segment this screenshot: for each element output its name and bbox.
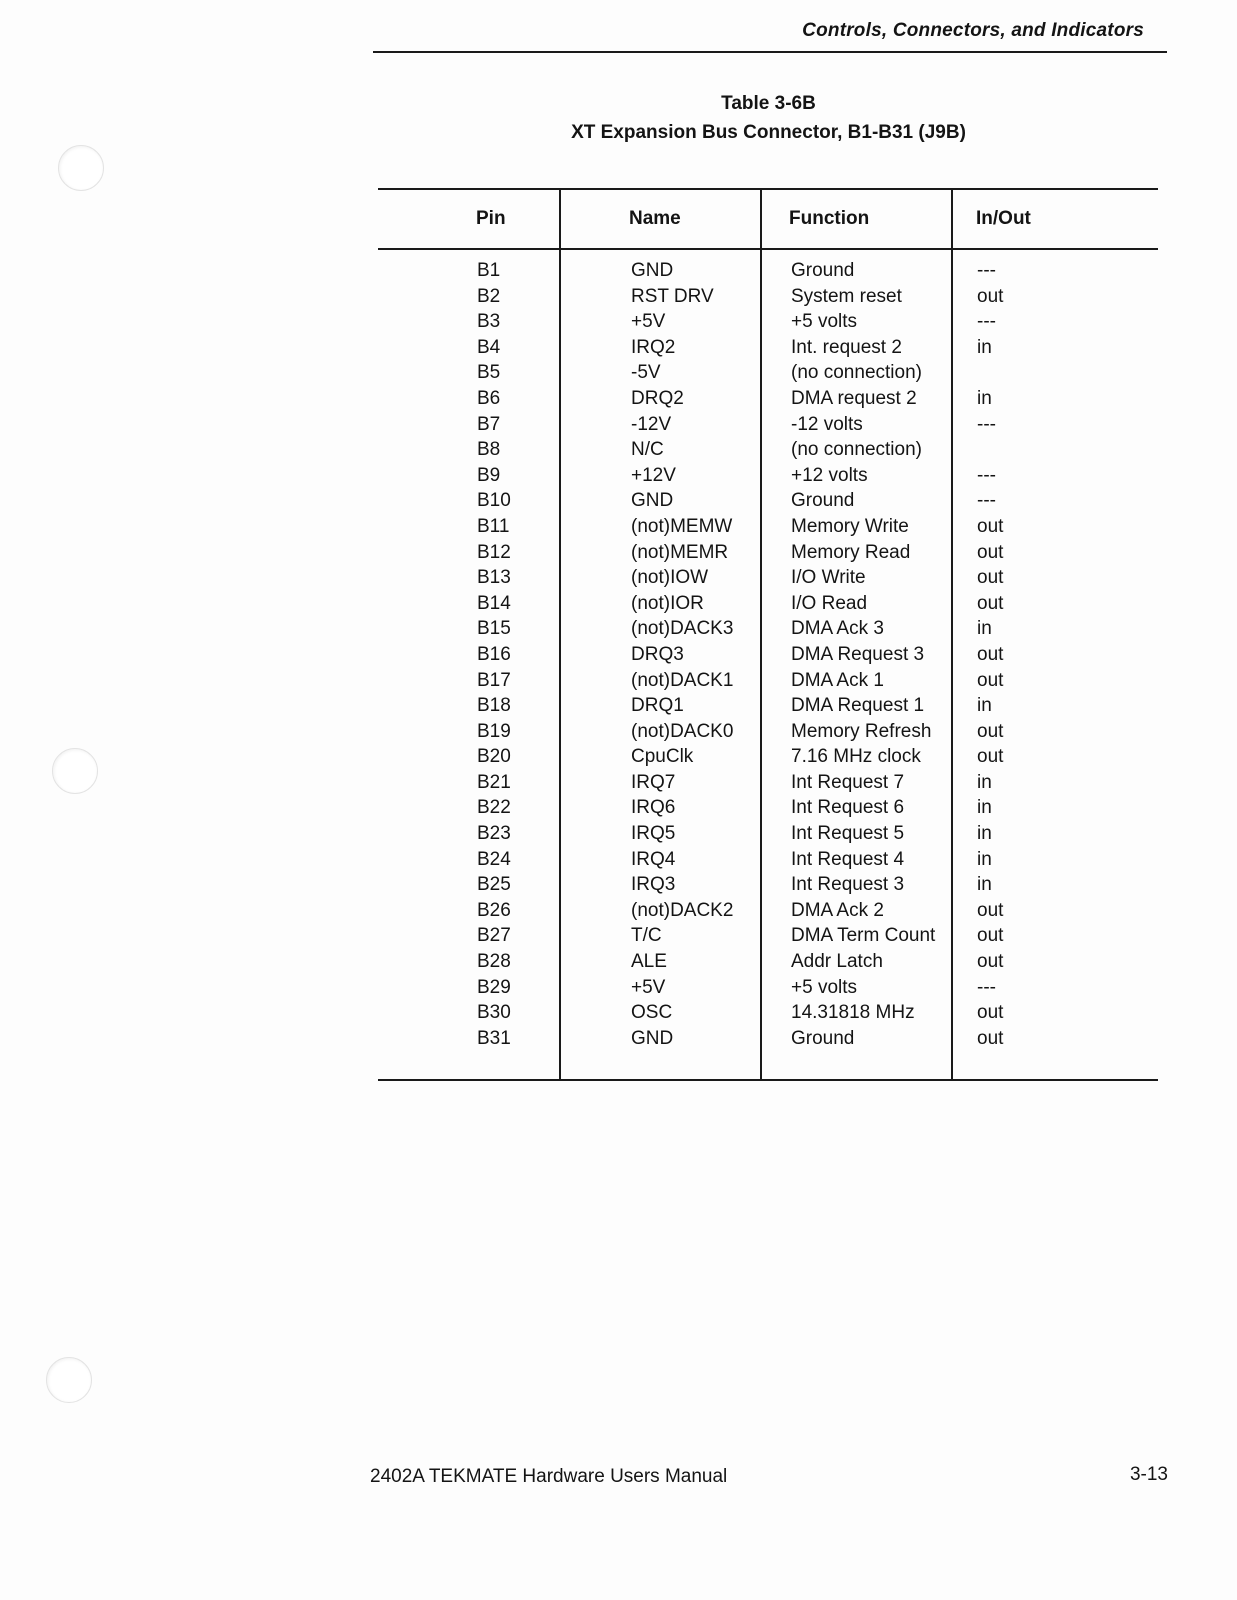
function-cell: Memory Refresh bbox=[791, 720, 932, 742]
in-out-cell: in bbox=[977, 618, 992, 640]
table-row bbox=[378, 437, 1158, 463]
table-body bbox=[378, 258, 1158, 1051]
name-cell: (not)MEMW bbox=[631, 515, 733, 537]
in-out-cell: --- bbox=[977, 413, 996, 435]
in-out-cell: --- bbox=[977, 464, 996, 486]
table-row bbox=[378, 565, 1158, 591]
function-cell: I/O Read bbox=[791, 592, 868, 614]
punch-hole-bottom bbox=[46, 1357, 92, 1403]
pin-cell: B27 bbox=[477, 925, 511, 947]
name-cell: (not)DACK3 bbox=[631, 618, 734, 640]
name-cell: (not)DACK0 bbox=[631, 720, 734, 742]
in-out-cell: in bbox=[977, 695, 992, 717]
table-row bbox=[378, 642, 1158, 668]
name-cell: GND bbox=[631, 490, 674, 512]
table-row bbox=[378, 386, 1158, 412]
table-row bbox=[378, 744, 1158, 770]
name-cell: +5V bbox=[631, 976, 666, 998]
bleed-through-text bbox=[600, 148, 605, 168]
function-cell: (no connection) bbox=[791, 362, 922, 384]
in-out-cell: in bbox=[977, 387, 992, 409]
function-cell: DMA Ack 3 bbox=[791, 618, 884, 640]
name-cell: DRQ1 bbox=[631, 695, 684, 717]
pin-cell: B16 bbox=[477, 643, 511, 665]
table-row bbox=[378, 258, 1158, 284]
table-top-rule bbox=[378, 188, 1158, 190]
name-cell: (not)DACK1 bbox=[631, 669, 734, 691]
table-row bbox=[378, 309, 1158, 335]
pin-cell: B23 bbox=[477, 823, 511, 845]
table-row bbox=[378, 335, 1158, 361]
name-cell: -12V bbox=[631, 413, 672, 435]
pin-cell: B13 bbox=[477, 567, 511, 589]
in-out-cell: --- bbox=[977, 490, 996, 512]
name-cell: T/C bbox=[631, 925, 662, 947]
name-cell: RST DRV bbox=[631, 285, 714, 307]
name-cell: IRQ2 bbox=[631, 336, 676, 358]
function-cell: DMA request 2 bbox=[791, 387, 917, 409]
function-cell: +5 volts bbox=[791, 976, 858, 998]
pin-cell: B25 bbox=[477, 874, 511, 896]
column-header-name: Name bbox=[629, 208, 681, 229]
column-header-in-out: In/Out bbox=[976, 208, 1031, 229]
name-cell: DRQ2 bbox=[631, 387, 684, 409]
in-out-cell: in bbox=[977, 823, 992, 845]
name-cell: N/C bbox=[631, 439, 664, 461]
table-row bbox=[378, 872, 1158, 898]
in-out-cell: out bbox=[977, 1002, 1004, 1024]
in-out-cell: out bbox=[977, 567, 1004, 589]
in-out-cell: in bbox=[977, 848, 992, 870]
table-number: Table 3-6B bbox=[721, 93, 816, 114]
punch-hole-middle bbox=[52, 748, 98, 794]
header-rule bbox=[373, 51, 1167, 53]
in-out-cell: out bbox=[977, 285, 1004, 307]
table-row bbox=[378, 284, 1158, 310]
function-cell: DMA Ack 2 bbox=[791, 899, 884, 921]
name-cell: DRQ3 bbox=[631, 643, 684, 665]
name-cell: GND bbox=[631, 1027, 674, 1049]
name-cell: IRQ4 bbox=[631, 848, 676, 870]
function-cell: Int. request 2 bbox=[791, 336, 902, 358]
table-row bbox=[378, 463, 1158, 489]
pin-cell: B2 bbox=[477, 285, 501, 307]
table-row bbox=[378, 795, 1158, 821]
table-row bbox=[378, 514, 1158, 540]
pin-cell: B4 bbox=[477, 336, 501, 358]
pin-cell: B21 bbox=[477, 771, 511, 793]
name-cell: GND bbox=[631, 260, 674, 281]
in-out-cell: out bbox=[977, 951, 1004, 973]
table-row bbox=[378, 719, 1158, 745]
name-cell: OSC bbox=[631, 1002, 673, 1024]
table-row bbox=[378, 770, 1158, 796]
function-cell: Int Request 7 bbox=[791, 771, 905, 793]
pin-cell: B3 bbox=[477, 311, 501, 333]
table-row bbox=[378, 591, 1158, 617]
function-cell: +12 volts bbox=[791, 464, 868, 486]
pin-cell: B30 bbox=[477, 1002, 511, 1024]
table-row bbox=[378, 488, 1158, 514]
table-title: XT Expansion Bus Connector, B1-B31 (J9B) bbox=[571, 122, 966, 143]
table-row bbox=[378, 412, 1158, 438]
function-cell: Memory Read bbox=[791, 541, 911, 563]
table-row bbox=[378, 923, 1158, 949]
function-cell: DMA Term Count bbox=[791, 925, 936, 947]
pin-cell: B22 bbox=[477, 797, 511, 819]
pin-cell: B24 bbox=[477, 848, 511, 870]
in-out-cell: out bbox=[977, 515, 1004, 537]
in-out-cell: out bbox=[977, 899, 1004, 921]
table-row bbox=[378, 540, 1158, 566]
in-out-cell: out bbox=[977, 925, 1004, 947]
punch-hole-top bbox=[58, 145, 104, 191]
in-out-cell: out bbox=[977, 669, 1004, 691]
pin-cell: B26 bbox=[477, 899, 511, 921]
pin-cell: B6 bbox=[477, 387, 501, 409]
table-bottom-rule bbox=[378, 1079, 1158, 1081]
in-out-cell: in bbox=[977, 336, 992, 358]
function-cell: Addr Latch bbox=[791, 951, 883, 973]
function-cell: Memory Write bbox=[791, 515, 909, 537]
name-cell: IRQ6 bbox=[631, 797, 676, 819]
function-cell: 7.16 MHz clock bbox=[791, 746, 921, 768]
name-cell: +5V bbox=[631, 311, 666, 333]
table-row bbox=[378, 1000, 1158, 1026]
function-cell: Ground bbox=[791, 490, 855, 512]
pin-cell: B11 bbox=[477, 515, 510, 537]
function-cell: Ground bbox=[791, 260, 855, 281]
pin-cell: B31 bbox=[477, 1027, 511, 1049]
name-cell: (not)DACK2 bbox=[631, 899, 734, 921]
function-cell: Int Request 4 bbox=[791, 848, 905, 870]
function-cell: 14.31818 MHz bbox=[791, 1002, 915, 1024]
footer-manual-title: 2402A TEKMATE Hardware Users Manual bbox=[370, 1466, 728, 1487]
table-row bbox=[378, 847, 1158, 873]
column-header-function: Function bbox=[789, 208, 870, 229]
function-cell: DMA Request 1 bbox=[791, 695, 925, 717]
table-row bbox=[378, 898, 1158, 924]
in-out-cell: out bbox=[977, 643, 1004, 665]
pin-cell: B12 bbox=[477, 541, 511, 563]
page-number: 3-13 bbox=[1129, 1464, 1168, 1485]
name-cell: -5V bbox=[631, 362, 661, 384]
pin-cell: B14 bbox=[477, 592, 511, 614]
pin-cell: B8 bbox=[477, 439, 501, 461]
table-row bbox=[378, 1026, 1158, 1052]
name-cell: (not)IOR bbox=[631, 592, 704, 614]
table-row bbox=[378, 821, 1158, 847]
table-row bbox=[378, 668, 1158, 694]
in-out-cell: out bbox=[977, 541, 1004, 563]
function-cell: Ground bbox=[791, 1027, 855, 1049]
pin-cell: B28 bbox=[477, 951, 511, 973]
table-row bbox=[378, 360, 1158, 386]
pin-cell: B7 bbox=[477, 413, 501, 435]
pin-cell: B1 bbox=[477, 260, 501, 281]
table-row bbox=[378, 616, 1158, 642]
function-cell: System reset bbox=[791, 285, 902, 307]
function-cell: Int Request 5 bbox=[791, 823, 905, 845]
in-out-cell: --- bbox=[977, 311, 996, 333]
pin-cell: B19 bbox=[477, 720, 511, 742]
column-header-pin: Pin bbox=[476, 208, 506, 229]
function-cell: Int Request 3 bbox=[791, 874, 905, 896]
in-out-cell: out bbox=[977, 720, 1004, 742]
name-cell: ALE bbox=[631, 951, 667, 973]
in-out-cell: in bbox=[977, 874, 992, 896]
in-out-cell: out bbox=[977, 1027, 1004, 1049]
function-cell: DMA Request 3 bbox=[791, 643, 925, 665]
function-cell: (no connection) bbox=[791, 439, 922, 461]
function-cell: -12 volts bbox=[791, 413, 863, 435]
pinout-table bbox=[378, 188, 1158, 1081]
name-cell: (not)MEMR bbox=[631, 541, 729, 563]
table-row bbox=[378, 693, 1158, 719]
name-cell: IRQ5 bbox=[631, 823, 676, 845]
function-cell: +5 volts bbox=[791, 311, 858, 333]
name-cell: CpuClk bbox=[631, 746, 694, 768]
function-cell: I/O Write bbox=[791, 567, 866, 589]
pin-cell: B20 bbox=[477, 746, 511, 768]
running-header: Controls, Connectors, and Indicators bbox=[802, 20, 1144, 41]
table-row bbox=[378, 949, 1158, 975]
pin-cell: B10 bbox=[477, 490, 511, 512]
name-cell: (not)IOW bbox=[631, 567, 709, 589]
pin-cell: B18 bbox=[477, 695, 511, 717]
in-out-cell: out bbox=[977, 592, 1004, 614]
function-cell: DMA Ack 1 bbox=[791, 669, 884, 691]
in-out-cell: --- bbox=[977, 260, 996, 281]
in-out-cell: out bbox=[977, 746, 1004, 768]
in-out-cell: in bbox=[977, 771, 992, 793]
pin-cell: B29 bbox=[477, 976, 511, 998]
pin-cell: B5 bbox=[477, 362, 501, 384]
pin-cell: B15 bbox=[477, 618, 511, 640]
pin-cell: B17 bbox=[477, 669, 511, 691]
in-out-cell: in bbox=[977, 797, 992, 819]
table-header-rule bbox=[378, 248, 1158, 250]
in-out-cell: --- bbox=[977, 976, 996, 998]
table-row bbox=[378, 975, 1158, 1001]
name-cell: IRQ7 bbox=[631, 771, 676, 793]
name-cell: IRQ3 bbox=[631, 874, 676, 896]
name-cell: +12V bbox=[631, 464, 676, 486]
function-cell: Int Request 6 bbox=[791, 797, 905, 819]
pin-cell: B9 bbox=[477, 464, 501, 486]
